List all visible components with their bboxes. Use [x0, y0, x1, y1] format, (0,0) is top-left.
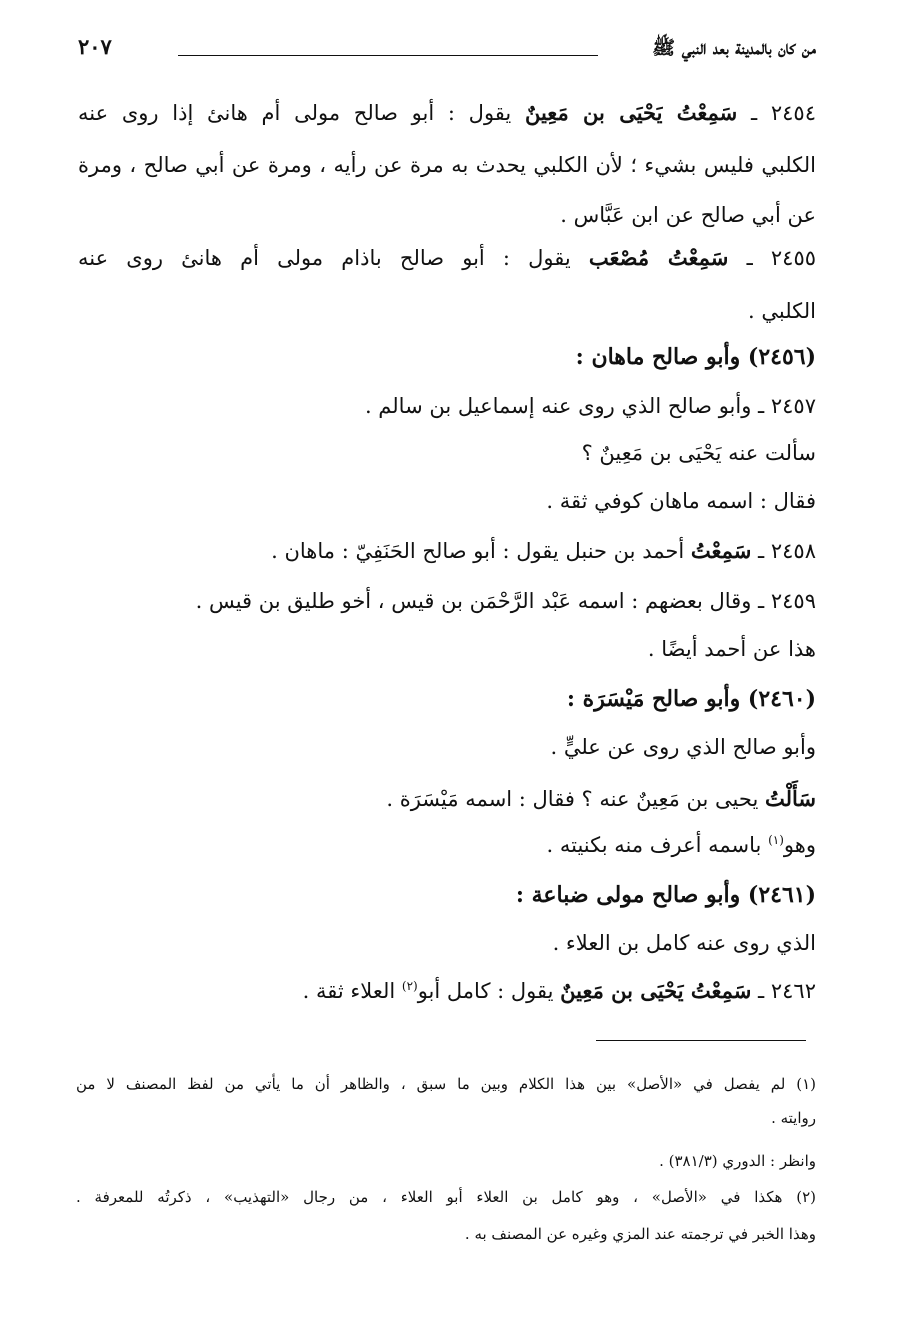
entry-number: ٢٤٥٤ ـ [751, 101, 816, 125]
narration-lead: سَمِعْتُ يَحْيَى بن مَعِينٌ [560, 978, 752, 1003]
entry-number: ٢٤٥٥ ـ [746, 246, 817, 270]
entry-text: يقول : كامل أبو [417, 979, 554, 1003]
footnote-ref-1: (١) [768, 833, 784, 847]
entry-text: العلاء ثقة . [302, 979, 396, 1003]
footnote-1-line-1: (١) لم يفصل في «الأصل» بين هذا الكلام وبين ما سبق ، والظاهر أن ما يأتي من لفظ المصنف لا من [76, 1075, 816, 1093]
footnote-1-line-2: روايته . [771, 1109, 816, 1127]
section-heading-2456: (٢٤٥٦) وأبو صالح ماهان : [575, 344, 816, 370]
header-rule [178, 55, 598, 56]
section-heading-2460: (٢٤٦٠) وأبو صالح مَيْسَرَة : [566, 686, 816, 712]
entry-2459-line-1: ٢٤٥٩ ـ وقال بعضهم : اسمه عَبْد الرَّحْمَن بن قيس ، أخو طليق بن قيس . [195, 589, 816, 613]
entry-2455-line-1 [78, 243, 816, 273]
footnote-2-line-2: وهذا الخبر في ترجمته عند المزي وغيره عن المصنف به . [464, 1225, 816, 1243]
narration-lead: سَمِعْتُ يَحْيَى بن مَعِينٌ [524, 100, 738, 125]
entry-2455-line-2: الكلبي . [748, 299, 816, 323]
entry-2458 [271, 536, 816, 566]
entry-text: أحمد بن حنبل يقول : أبو صالح الحَنَفِيّ : ماهان . [271, 539, 685, 563]
narration-lead: سَأَلْتُ [764, 786, 816, 811]
entry-number: ٢٤٥٨ ـ [758, 539, 816, 563]
entry-text: يقول : أبو صالح مولى أم هانئ إذا روى عنه [78, 101, 512, 125]
entry-2462 [303, 976, 816, 1006]
entry-2457-line-1: ٢٤٥٧ ـ وأبو صالح الذي روى عنه إسماعيل بن سالم . [364, 394, 816, 418]
running-title: من كان بالمدينة بعد النبي ﷺ [652, 37, 816, 59]
narration-lead: سَمِعْتُ [690, 538, 752, 563]
entry-2461-line-1: الذي روى عنه كامل بن العلاء . [552, 931, 816, 955]
entry-number: ٢٤٦٢ ـ [758, 979, 816, 1003]
entry-2460-line-2 [386, 784, 816, 814]
entry-2460-line-3 [547, 830, 817, 860]
footnote-ref-2: (٢) [401, 979, 418, 993]
entry-text: وهو [783, 833, 816, 857]
entry-2459-line-2: هذا عن أحمد أيضًا . [647, 637, 816, 661]
entry-2454-line-3: عن أبي صالح عن ابن عَبَّاس . [560, 203, 816, 227]
narration-lead: سَمِعْتُ مُصْعَب [588, 245, 729, 270]
entry-2454-line-2: الكلبي فليس بشيء ؛ لأن الكلبي يحدث به مرة عن رأيه ، ومرة عن أبي صالح ، ومرة [78, 153, 816, 177]
entry-text: باسمه أعرف منه بكنيته . [546, 833, 762, 857]
page-number: ٢٠٧ [78, 34, 112, 59]
entry-2460-line-1: وأبو صالح الذي روى عن عليٍّ . [550, 735, 816, 759]
footnote-rule [596, 1040, 806, 1041]
entry-text: يقول : أبو صالح باذام مولى أم هانئ روى عنه [78, 246, 571, 270]
footnote-2-line-1: (٢) هكذا في «الأصل» ، وهو كامل بن العلاء أبو العلاء ، من رجال «التهذيب» ، ذكرتُه للمعرفة . [76, 1188, 816, 1206]
entry-text: يحيى بن مَعِينٌ عنه ؟ فقال : اسمه مَيْسَرَة . [386, 787, 759, 811]
entry-2457-line-3: فقال : اسمه ماهان كوفي ثقة . [546, 489, 816, 513]
section-heading-2461: (٢٤٦١) وأبو صالح مولى ضباعة : [515, 882, 816, 908]
entry-2454-line-1 [78, 98, 816, 128]
footnote-1-line-3: وانظر : الدوري (٣٨١/٣) . [659, 1152, 816, 1170]
entry-2457-line-2: سألت عنه يَحْيَى بن مَعِينٌ ؟ [581, 441, 816, 465]
